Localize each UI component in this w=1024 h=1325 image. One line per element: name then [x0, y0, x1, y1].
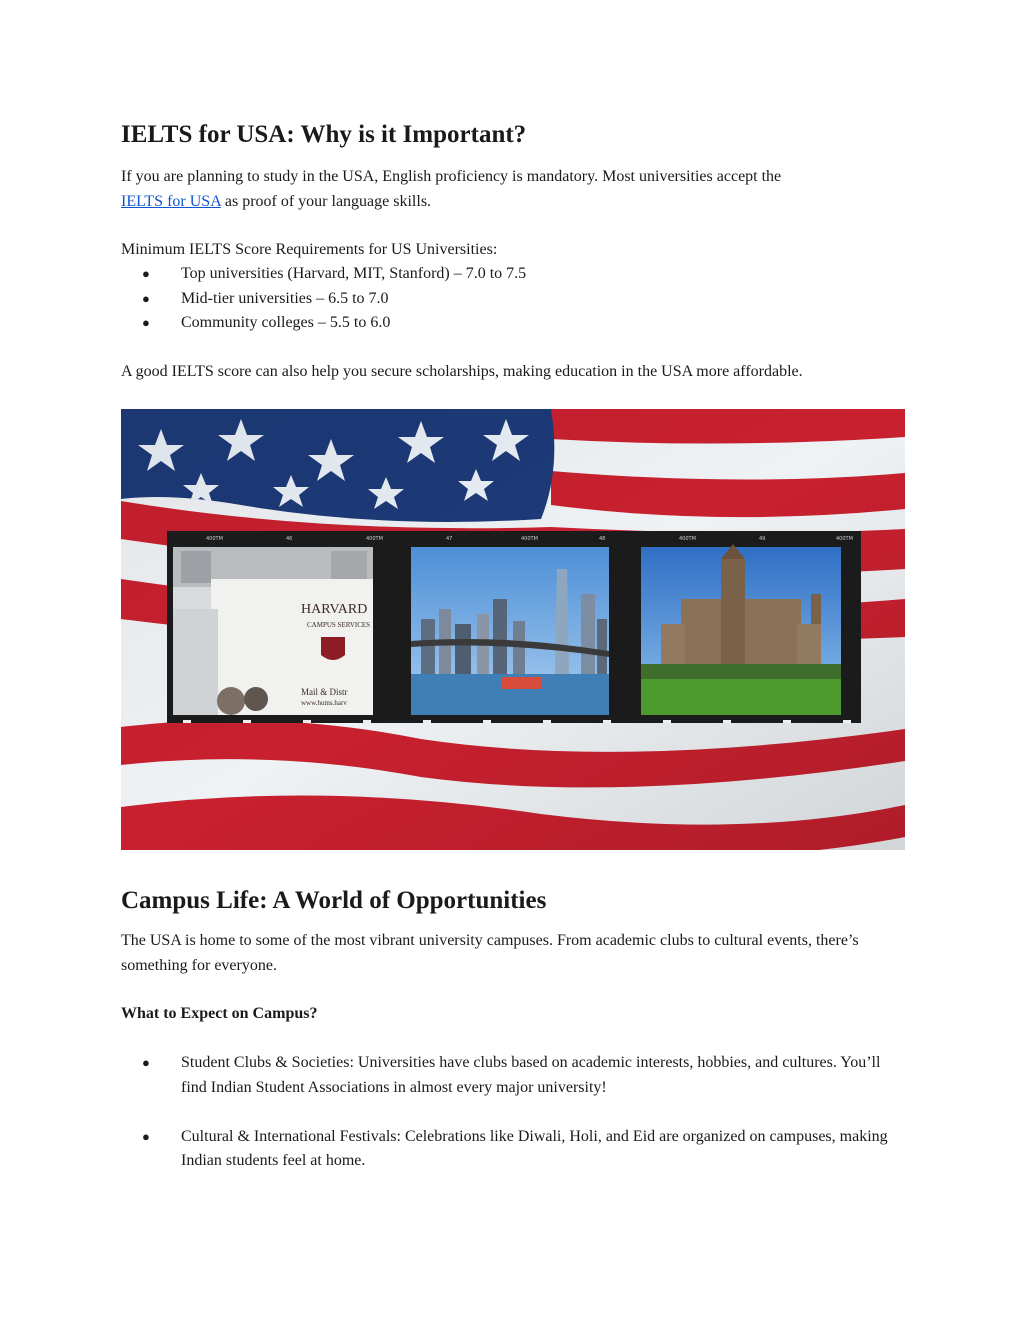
list-item: ● Student Clubs & Societies: Universities have clubs based on academic interests, hobbies, and cultures. You’ll find Indian Student Associations in almost every major university! [121, 1051, 905, 1100]
campus-subheading: What to Expect on Campus? [121, 1005, 318, 1022]
bullet-icon: ● [142, 315, 150, 330]
usa-flag-banner-image [121, 409, 905, 850]
harvard-photo [173, 547, 373, 715]
film-code: 400TM [836, 536, 853, 542]
film-code: 46 [286, 536, 293, 542]
requirements-title: Minimum IELTS Score Requirements for US Universities: [121, 241, 498, 258]
film-code: 48 [599, 536, 606, 542]
harvard-mail-text: Mail & Distr [301, 687, 348, 697]
section-heading-campus-life: Campus Life: A World of Opportunities [121, 887, 547, 914]
intro-text-after: as proof of your language skills. [220, 192, 432, 210]
intro-paragraph [121, 165, 905, 214]
list-item: ● Cultural & International Festivals: Celebrations like Diwali, Holi, and Eid are organized on campuses, making Indian students feel at home. [121, 1125, 905, 1174]
new-york-skyline-photo [411, 547, 609, 715]
film-code: 400TM [366, 536, 383, 542]
campus-intro-paragraph: The USA is home to some of the most vibrant university campuses. From academic clubs to cultural events, there’s something for everyone. [121, 932, 859, 974]
harvard-brand-text: HARVARD [301, 602, 368, 617]
requirements-list [121, 262, 905, 336]
bullet-icon: ● [142, 1128, 150, 1144]
closing-paragraph: A good IELTS score can also help you secure scholarships, making education in the USA more affordable. [121, 363, 803, 380]
list-item: ● Community colleges – 5.5 to 6.0 [121, 311, 905, 336]
university-building-photo [641, 544, 841, 715]
harvard-service-text: CAMPUS SERVICES [307, 621, 371, 629]
list-item: ● Top universities (Harvard, MIT, Stanford) – 7.0 to 7.5 [121, 262, 905, 287]
harvard-url-text: www.hums.harv [301, 699, 347, 707]
film-code: 49 [759, 536, 766, 542]
film-code: 400TM [521, 536, 538, 542]
intro-text: If you are planning to study in the USA, English proficiency is mandatory. Most universities accept the [121, 168, 782, 185]
banner-illustration [121, 409, 905, 850]
campus-list [121, 1051, 905, 1174]
section-heading-ielts: IELTS for USA: Why is it Important? [121, 121, 527, 148]
ielts-for-usa-link[interactable]: IELTS for USA [121, 192, 221, 210]
bullet-icon: ● [142, 1055, 150, 1070]
bullet-icon: ● [142, 266, 150, 281]
film-code: 400TM [679, 536, 696, 542]
list-item: ● Mid-tier universities – 6.5 to 7.0 [121, 287, 905, 312]
bullet-icon: ● [142, 290, 150, 306]
film-code: 400TM [206, 536, 223, 542]
film-code: 47 [446, 536, 453, 542]
